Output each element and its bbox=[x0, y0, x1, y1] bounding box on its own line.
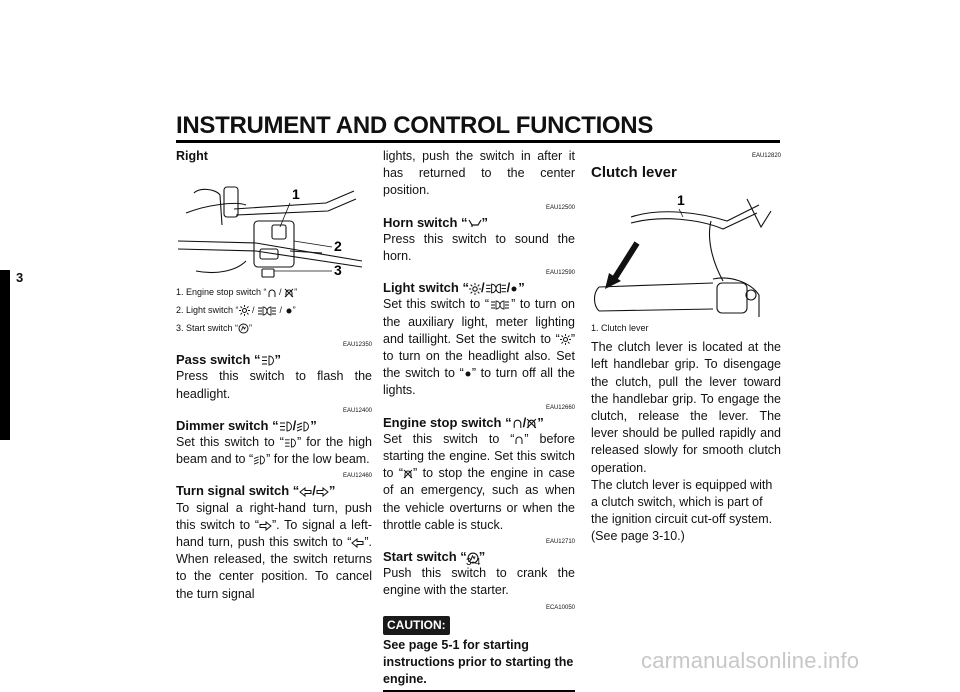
turn-signal-text: To signal a right-hand turn, push this switch to “ ”. To signal a left-hand turn, push this switch to “ ”. When released, the switch returns to the center position. To cancel the turn signal bbox=[176, 500, 372, 601]
turn-left-icon bbox=[351, 538, 364, 548]
clutch-text-1: The clutch lever is located at the left handlebar grip. To disengage the clutch, pull the lever toward the handlebar grip. To engage the clutch, release the lever. The lever should be pulled rapidly and released slowly for smooth clutch operation. bbox=[591, 340, 781, 475]
turn-signal-heading: Turn signal switch “ / ” bbox=[176, 483, 336, 499]
start-switch-text: Push this switch to crank the engine with the starter. bbox=[383, 566, 575, 598]
chapter-tab bbox=[0, 270, 10, 440]
engine-run-icon bbox=[512, 418, 523, 429]
chapter-number: 3 bbox=[16, 270, 24, 285]
headlight-icon bbox=[469, 283, 481, 295]
right-heading: Right bbox=[176, 149, 208, 163]
code-pass: EAU12350 bbox=[342, 342, 372, 349]
code-dimmer: EAU12400 bbox=[342, 407, 372, 414]
high-beam-icon bbox=[261, 355, 275, 366]
low-beam-icon bbox=[296, 421, 310, 432]
clutch-text-2: The clutch lever is equipped with a clutch switch, which is part of the ignition circuit cut-off system. (See page 3-10.) bbox=[591, 477, 773, 544]
caption-3: 3. Start switch “ ” bbox=[176, 323, 253, 334]
caption-1: 1. Engine stop switch “ / ” bbox=[176, 287, 298, 298]
headlight-icon bbox=[560, 334, 571, 345]
headlight-icon bbox=[239, 305, 250, 316]
lights-off-icon bbox=[464, 370, 472, 378]
clutch-figure-caption: 1. Clutch lever bbox=[591, 323, 649, 334]
starter-icon bbox=[238, 323, 249, 334]
callout-1: 1 bbox=[292, 186, 300, 203]
clutch-lever-heading: Clutch lever bbox=[591, 164, 677, 181]
engine-run-icon bbox=[267, 288, 277, 298]
code-horn: EAU12500 bbox=[545, 204, 575, 211]
horn-switch-text: Press this switch to sound the horn. bbox=[383, 231, 575, 264]
high-beam-icon bbox=[284, 438, 297, 448]
callout-2: 2 bbox=[334, 238, 342, 255]
light-switch-text: Set this switch to “ ” to turn on the auxiliary light, meter lighting and taillight. Set the switch to “ ” to turn on the headlight also. Set the switch to “ ” to turn off all the lights. bbox=[383, 297, 576, 398]
pull-direction-arrow bbox=[613, 243, 637, 281]
position-light-icon bbox=[257, 306, 277, 316]
column-3 bbox=[591, 148, 781, 546]
code-light: EAU12590 bbox=[545, 270, 575, 277]
code-start: EAU12710 bbox=[545, 539, 575, 546]
lights-off-icon bbox=[285, 307, 293, 315]
clutch-lever-figure bbox=[591, 187, 781, 319]
engine-run-icon bbox=[514, 435, 524, 445]
engine-stop-text: Set this switch to “ ” before starting the engine. Set this switch to “ ” to stop the engine in case of an emergency, such as when the vehicle overturns or when the throttle cable is stuck. bbox=[383, 431, 575, 532]
title-rule bbox=[176, 140, 780, 143]
code-clutch: EAU12820 bbox=[751, 153, 781, 159]
code-caution: ECA10050 bbox=[545, 604, 575, 611]
light-switch-heading: Light switch “ / / ” bbox=[383, 280, 525, 296]
dimmer-switch-heading: Dimmer switch “ / ” bbox=[176, 417, 317, 433]
figure-captions bbox=[176, 283, 372, 337]
turn-right-icon bbox=[259, 521, 272, 531]
dimmer-switch-text: Set this switch to “ ” for the high beam and to “ ” for the low beam. bbox=[176, 435, 372, 467]
position-light-icon bbox=[485, 283, 507, 294]
start-switch-heading: Start switch “ ” bbox=[383, 549, 486, 565]
engine-stop-icon bbox=[403, 469, 413, 479]
pass-switch-heading: Pass switch “ ” bbox=[176, 352, 282, 368]
turn-signal-continued: lights, push the switch in after it has returned to the center position. bbox=[383, 149, 575, 198]
engine-stop-heading: Engine stop switch “ / ” bbox=[383, 414, 544, 430]
right-handlebar-figure bbox=[176, 165, 372, 283]
low-beam-icon bbox=[253, 455, 266, 465]
engine-stop-icon bbox=[284, 288, 294, 298]
code-turn: EAU12460 bbox=[342, 473, 372, 480]
watermark: carmanualsonline.info bbox=[641, 648, 860, 673]
page-title: INSTRUMENT AND CONTROL FUNCTIONS bbox=[176, 112, 654, 139]
code-engine-stop: EAU12660 bbox=[545, 404, 575, 411]
lights-off-icon bbox=[510, 285, 518, 293]
caution-badge: CAUTION: bbox=[383, 616, 450, 635]
callout-1: 1 bbox=[677, 192, 685, 209]
turn-left-icon bbox=[299, 487, 312, 497]
caption-2: 2. Light switch “ / / ” bbox=[176, 305, 296, 316]
column-1 bbox=[176, 148, 372, 603]
caution-text: See page 5-1 for starting instructions prior to starting the engine. bbox=[383, 637, 575, 692]
high-beam-icon bbox=[279, 421, 293, 432]
horn-switch-heading: Horn switch “ ” bbox=[383, 214, 489, 230]
column-2 bbox=[383, 148, 575, 692]
position-light-icon bbox=[489, 300, 511, 310]
page-number: 3-4 bbox=[466, 557, 481, 568]
horn-icon bbox=[468, 218, 482, 228]
callout-3: 3 bbox=[334, 262, 342, 279]
turn-right-icon bbox=[316, 487, 329, 497]
engine-stop-icon bbox=[526, 418, 537, 429]
pass-switch-text: Press this switch to flash the headlight. bbox=[176, 369, 372, 401]
